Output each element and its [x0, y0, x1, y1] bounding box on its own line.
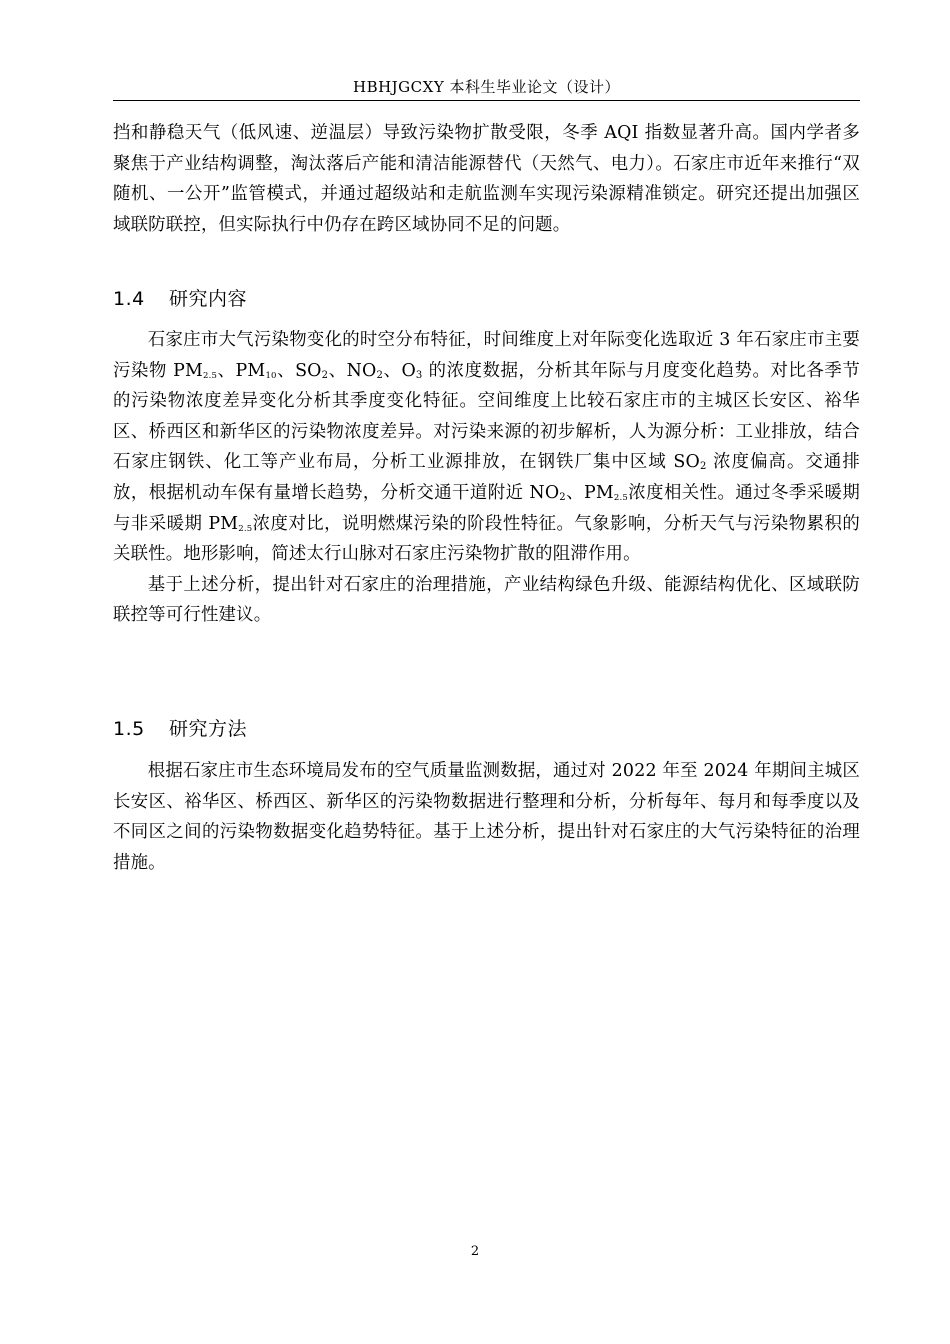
text-run: 石家庄市大气污染物变化的时空分布特征，时间维度上对年际变化选取近 3 年石家庄市主要污染物 PM [113, 330, 860, 381]
subscript: 2.5 [238, 523, 253, 534]
section-number: 1.5 [113, 718, 145, 740]
text-run: 、O [383, 360, 416, 381]
text-run: 、PM [217, 360, 266, 381]
text-run: 、SO [276, 360, 322, 381]
subscript: 2 [559, 491, 566, 503]
subscript: 2 [376, 369, 384, 381]
subscript: 10 [265, 370, 277, 381]
text-run: 浓度偏高。交通排放，根据机动车保有量增长趋势，分析交通干道附近 NO [113, 452, 860, 503]
section-1-4-body [113, 325, 860, 631]
text-run: 浓度相关性。通过冬季采暖期与非采暖期 PM [113, 482, 860, 534]
subscript: 2.5 [203, 370, 218, 381]
section-number: 1.4 [113, 288, 145, 310]
text-run: 的浓度数据，分析其年际与月度变化趋势。对比各季节的污染物浓度差异变化分析其季度变化特征。空间维度上比较石家庄市的主城区长安区、裕华区、桥西区和新华区的污染物浓度差异。对污染来源的初步解析，人为源分析：工业排放，结合石家庄钢铁、化工等产业布局，分析工业源排放，在钢铁厂集中区域 SO [113, 360, 860, 473]
subscript: 2.5 [613, 492, 628, 503]
text-run: 、PM [565, 482, 614, 503]
intro-paragraph-block [113, 118, 860, 240]
header-divider [113, 100, 860, 101]
subscript: 2 [321, 369, 329, 381]
subscript: 2 [700, 461, 707, 473]
recommendation-paragraph: 基于上述分析，提出针对石家庄的治理措施，产业结构绿色升级、能源结构优化、区域联防联控等可行性建议。 [113, 574, 860, 626]
running-header: HBHJGCXY 本科生毕业论文（设计） [352, 78, 620, 96]
text-run: 、NO [328, 360, 377, 381]
subscript: 3 [415, 369, 423, 381]
section-heading-1-4 [113, 286, 860, 312]
text-run: 浓度对比，说明燃煤污染的阶段性特征。气象影响，分析天气与污染物累积的关联性。地形影响，简述太行山脉对石家庄污染物扩散的阻滞作用。 [113, 513, 861, 565]
research-content-paragraph [113, 325, 860, 570]
section-1-5-body [113, 756, 860, 878]
section-title: 研究方法 [169, 718, 248, 740]
section-title: 研究内容 [169, 288, 248, 310]
page-number: 2 [470, 1244, 480, 1259]
section-heading-1-5 [113, 716, 860, 742]
research-method-paragraph: 根据石家庄市生态环境局发布的空气质量监测数据，通过对 2022 年至 2024 年期间主城区长安区、裕华区、桥西区、新华区的污染物数据进行整理和分析，分析每年、每月和每季度以及不同区之间的污染物数据变化趋势特征。基于上述分析，提出针对石家庄的大气污染特征的治理措施。 [113, 761, 860, 873]
intro-paragraph: 挡和静稳天气（低风速、逆温层）导致污染物扩散受限，冬季 AQI 指数显著升高。国内学者多聚焦于产业结构调整，淘汰落后产能和清洁能源替代（天然气、电力）。石家庄市近年来推行“双随机、一公开”监管模式，并通过超级站和走航监测车实现污染源精准锁定。研究还提出加强区域联防联控，但实际执行中仍存在跨区域协同不足的问题。 [113, 123, 860, 235]
